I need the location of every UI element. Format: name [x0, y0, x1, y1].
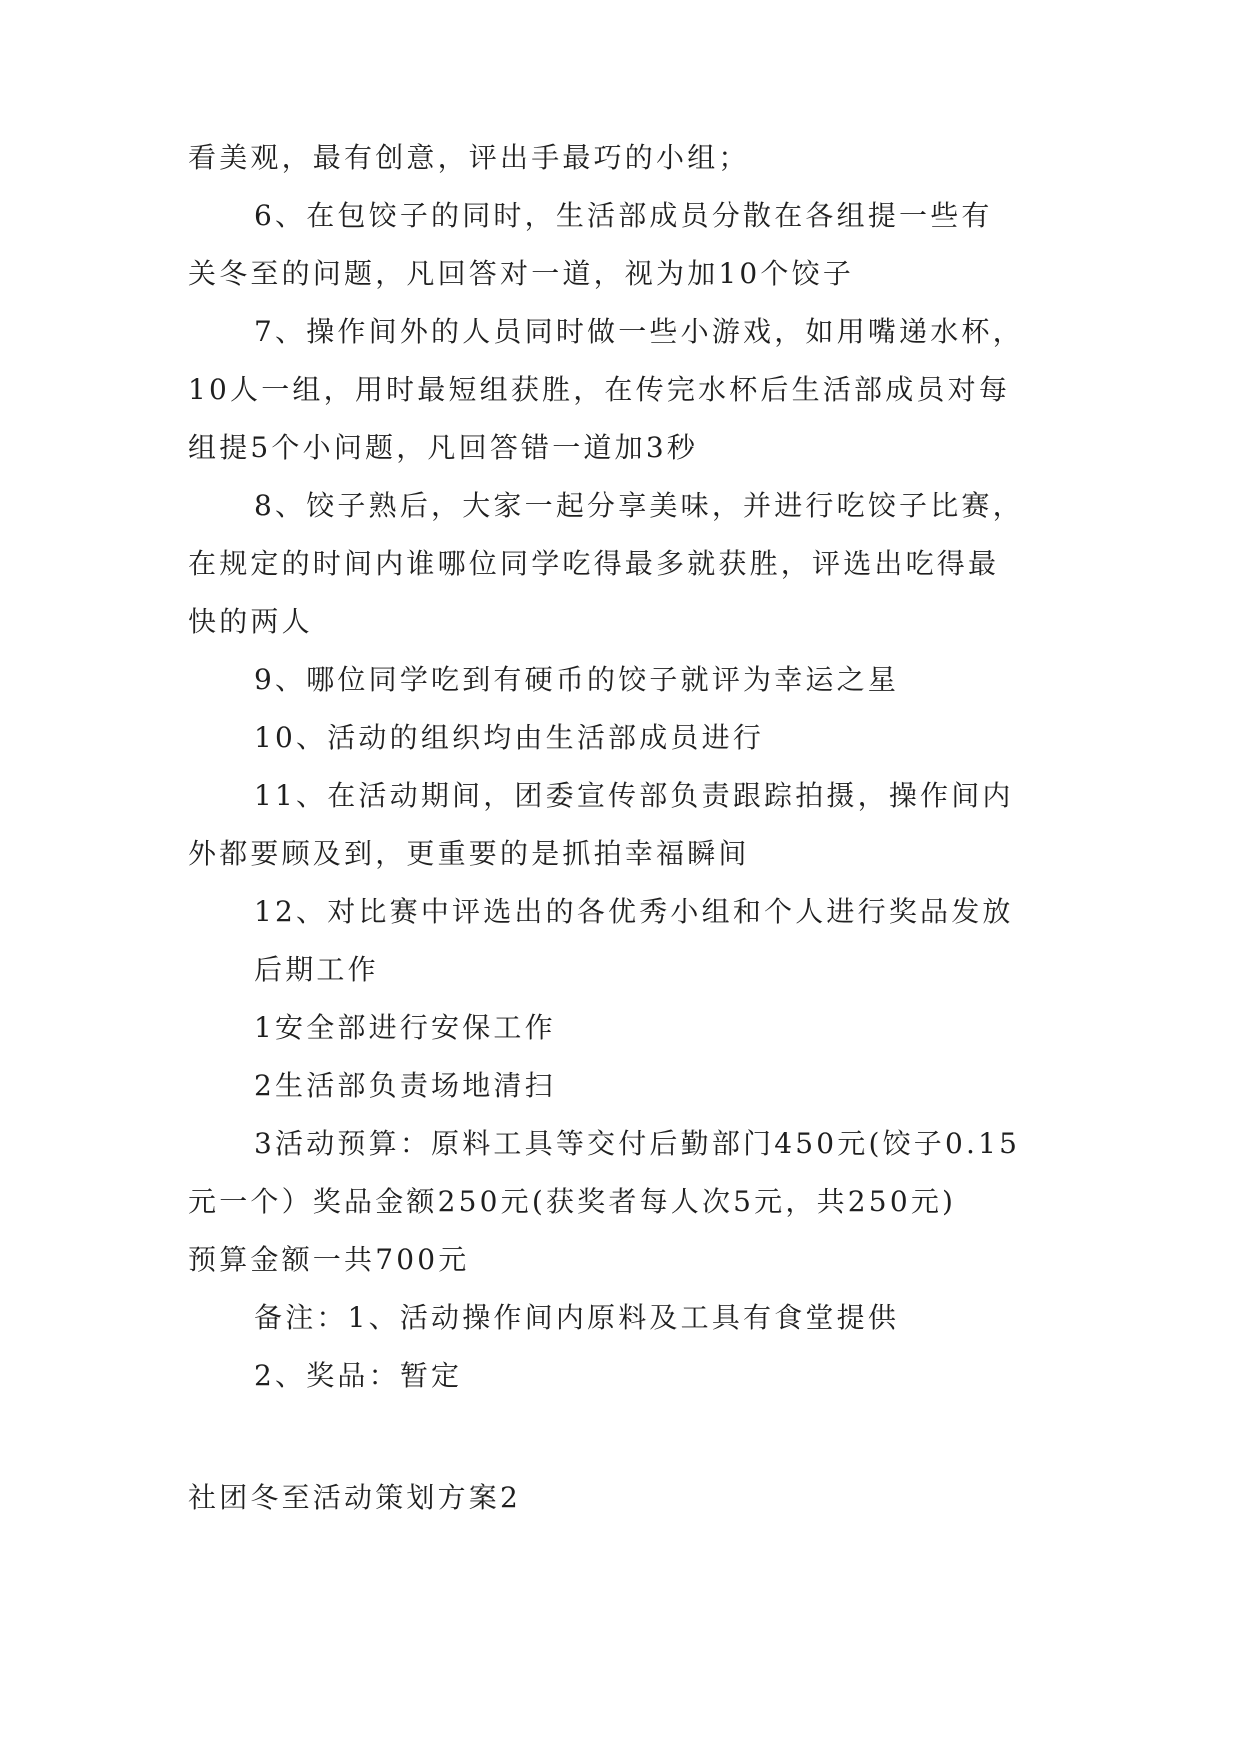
text-line-19: 元一个）奖品金额250元(获奖者每人次5元，共250元): [188, 1185, 957, 1218]
text-line-5: 10人一组，用时最短组获胜，在传完水杯后生活部成员对每: [188, 373, 1011, 406]
text-line-15: 后期工作: [254, 953, 379, 986]
text-line-1: 看美观，最有创意，评出手最巧的小组；: [188, 141, 750, 174]
text-line-7: 8、饺子熟后，大家一起分享美味，并进行吃饺子比赛，: [254, 489, 1024, 522]
text-line-11: 10、活动的组织均由生活部成员进行: [254, 721, 765, 754]
text-line-4: 7、操作间外的人员同时做一些小游戏，如用嘴递水杯，: [254, 315, 1024, 348]
text-line-13: 外都要顾及到，更重要的是抓拍幸福瞬间: [188, 837, 750, 870]
text-line-2: 6、在包饺子的同时，生活部成员分散在各组提一些有: [254, 199, 993, 232]
text-line-21: 备注：1、活动操作间内原料及工具有食堂提供: [254, 1301, 900, 1334]
text-line-6: 组提5个小问题，凡回答错一道加3秒: [188, 431, 699, 464]
text-line-9: 快的两人: [188, 605, 313, 638]
text-line-3: 关冬至的问题，凡回答对一道，视为加10个饺子: [188, 257, 855, 290]
text-line-14: 12、对比赛中评选出的各优秀小组和个人进行奖品发放: [254, 895, 1014, 928]
text-line-22: 2、奖品：暂定: [254, 1359, 463, 1392]
section-title: 社团冬至活动策划方案2: [188, 1481, 522, 1514]
text-line-18: 3活动预算：原料工具等交付后勤部门450元(饺子0.15: [254, 1127, 1021, 1160]
text-line-17: 2生活部负责场地清扫: [254, 1069, 556, 1102]
text-line-10: 9、哪位同学吃到有硬币的饺子就评为幸运之星: [254, 663, 900, 696]
text-line-8: 在规定的时间内谁哪位同学吃得最多就获胜，评选出吃得最: [188, 547, 1000, 580]
text-line-12: 11、在活动期间，团委宣传部负责跟踪拍摄，操作间内: [254, 779, 1014, 812]
text-line-16: 1安全部进行安保工作: [254, 1011, 556, 1044]
text-line-20: 预算金额一共700元: [188, 1243, 470, 1276]
